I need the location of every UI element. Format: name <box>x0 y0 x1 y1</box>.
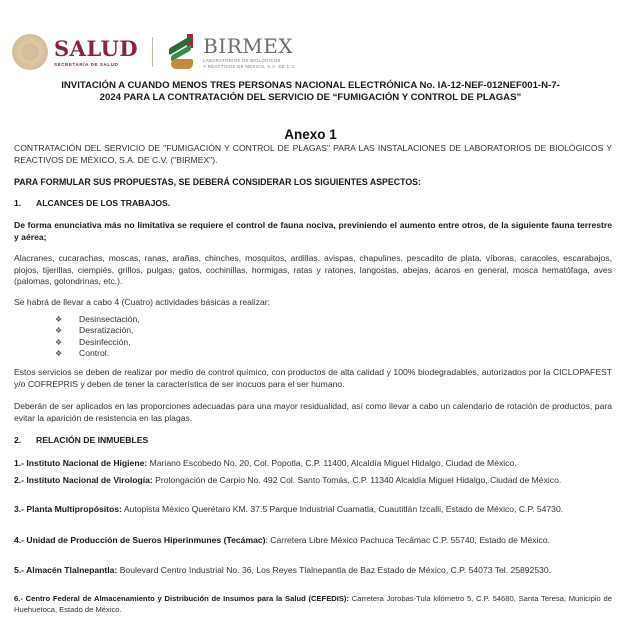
section-2-title: RELACIÓN DE INMUEBLES <box>36 435 149 445</box>
activities-intro: Se habrá de llevar a cabo 4 (Cuatro) actividades básicas a realizar: <box>14 297 271 307</box>
property-item: 3.- Planta Multipropósitos: Autopista México Querétaro KM. 37.5 Parque Industrial Cuamatla, Cuautitlán Izcalli, Estado de México, C.P. 54730. <box>14 504 564 514</box>
document-title-line-2: 2024 PARA LA CONTRATACIÓN DEL SERVICIO DE “FUMIGACIÓN Y CONTROL DE PLAGAS” <box>99 92 522 103</box>
document-title-line-1: INVITACIÓN A CUANDO MENOS TRES PERSONAS NACIONAL ELECTRÓNICA No. IA-12-NEF-012NEF001-N-7- <box>61 80 560 91</box>
property-item: 2.- Instituto Nacional de Virología: Prolongación de Carpio No. 492 Col. Santo Tomás, C.P. 11340 Alcaldía Miguel Hidalgo, Ciudad de México. <box>14 475 562 485</box>
diamond-bullet-icon: ❖ <box>55 326 63 336</box>
section-1-heading <box>14 198 612 210</box>
document-title <box>0 80 621 104</box>
annex-title: Anexo 1 <box>284 127 337 142</box>
property-item: 4.- Unidad de Producción de Sueros Hiperinmunes (Tecámac): Carretera Libre México Pachuca Tecámac C.P. 55740, Estado de México. <box>14 535 550 545</box>
property-item: 6.- Centro Federal de Almacenamiento y Distribución de Insumos para la Salud (CEFEDIS): Carretera Jorobas-Tula kilómetro 5, C.P. 54680, Santa Teresa, Municipio de Huehuetoca, Estado de México. <box>14 594 612 614</box>
letterhead <box>12 30 296 74</box>
chemical-control-paragraph: Estos servicios se deben de realizar por medio de control químico, con productos de alta calidad y 100% biodegradables, autorizados por la CICLOPAFEST y/o COFREPRIS y deben de tener la característica de ser inocuos para el ser humano. <box>14 367 612 389</box>
section-2-heading <box>14 435 612 447</box>
logo-divider <box>152 37 153 67</box>
birmex-logo-subtitle-2: Y REACTIVOS DE MÉXICO, S.A. DE C.V. <box>203 64 296 69</box>
salud-logo-text: SALUD <box>54 35 139 61</box>
diamond-bullet-icon: ❖ <box>55 349 63 359</box>
diamond-bullet-icon: ❖ <box>55 337 63 347</box>
property-item: 1.- Instituto Nacional de Higiene: Mariano Escobedo No. 20, Col. Popotla, C.P. 11400, Alcaldía Miguel Hidalgo, Ciudad de México. <box>14 458 517 468</box>
section-1-number: 1. <box>14 198 22 208</box>
mexico-coat-of-arms-icon <box>12 34 48 70</box>
birmex-emblem-icon <box>167 32 197 72</box>
birmex-logo-text: BIRMEX <box>203 34 294 58</box>
aspects-heading: PARA FORMULAR SUS PROPUESTAS, SE DEBERÁ CONSIDERAR LOS SIGUIENTES ASPECTOS: <box>14 177 421 187</box>
list-item: ❖ Desinfección, <box>55 336 131 347</box>
salud-logo-subtitle: SECRETARÍA DE SALUD <box>54 61 119 67</box>
section-2-number: 2. <box>14 435 22 445</box>
birmex-logo-subtitle-1: LABORATORIOS DE BIOLÓGICOS <box>203 58 281 63</box>
list-item: ❖ Desinsectación, <box>55 314 140 324</box>
diamond-bullet-icon: ❖ <box>55 315 63 324</box>
annex-subtitle: CONTRATACIÓN DEL SERVICIO DE "FUMIGACIÓN Y CONTROL DE PLAGAS" PARA LAS INSTALACIONES DE LABORATORIOS DE BIOLÓGICOS Y REACTIVOS DE MÉXICO, S.A. DE C.V. ("BIRMEX"). <box>14 143 612 165</box>
fauna-list: Alacranes, cucarachas, moscas, ranas, arañas, chinches, mosquitos, ardillas, avispas, chapulines, pescadito de plata, víboras, caracoles, escarabajos, piojos, tijerillas, ciempiés, grillos, pulgas, gatos, cochinillas, hormigas, ratas y ratones, langostas, abejas, ácaros en general, mosca hematófaga, aves (palomas, golondrinas, etc.). <box>14 253 612 287</box>
activities-list <box>55 314 140 360</box>
rotation-paragraph: Deberán de ser aplicados en las proporciones adecuadas para una mayor residualidad, así como llevar a cabo un calendario de rotación de productos, para evitar la aparición de resistencia en las plagas. <box>14 401 612 423</box>
birmex-logo <box>203 35 296 69</box>
list-item: ❖ Control. <box>55 348 110 359</box>
property-item: 5.- Almacén Tlalnepantla: Boulevard Centro Industrial No. 36, Los Reyes Tlalnepantla de Baz Estado de México, C.P. 54073 Tel. 25892530. <box>14 565 552 575</box>
salud-logo <box>54 35 139 67</box>
list-item: ❖ Desratización, <box>55 325 134 336</box>
section-1-title: ALCANCES DE LOS TRABAJOS. <box>36 198 171 208</box>
section-1-intro: De forma enunciativa más no limitativa se requiere el control de fauna nociva, previniendo el aumento entre otros, de la siguiente fauna terrestre y aérea; <box>14 220 612 242</box>
